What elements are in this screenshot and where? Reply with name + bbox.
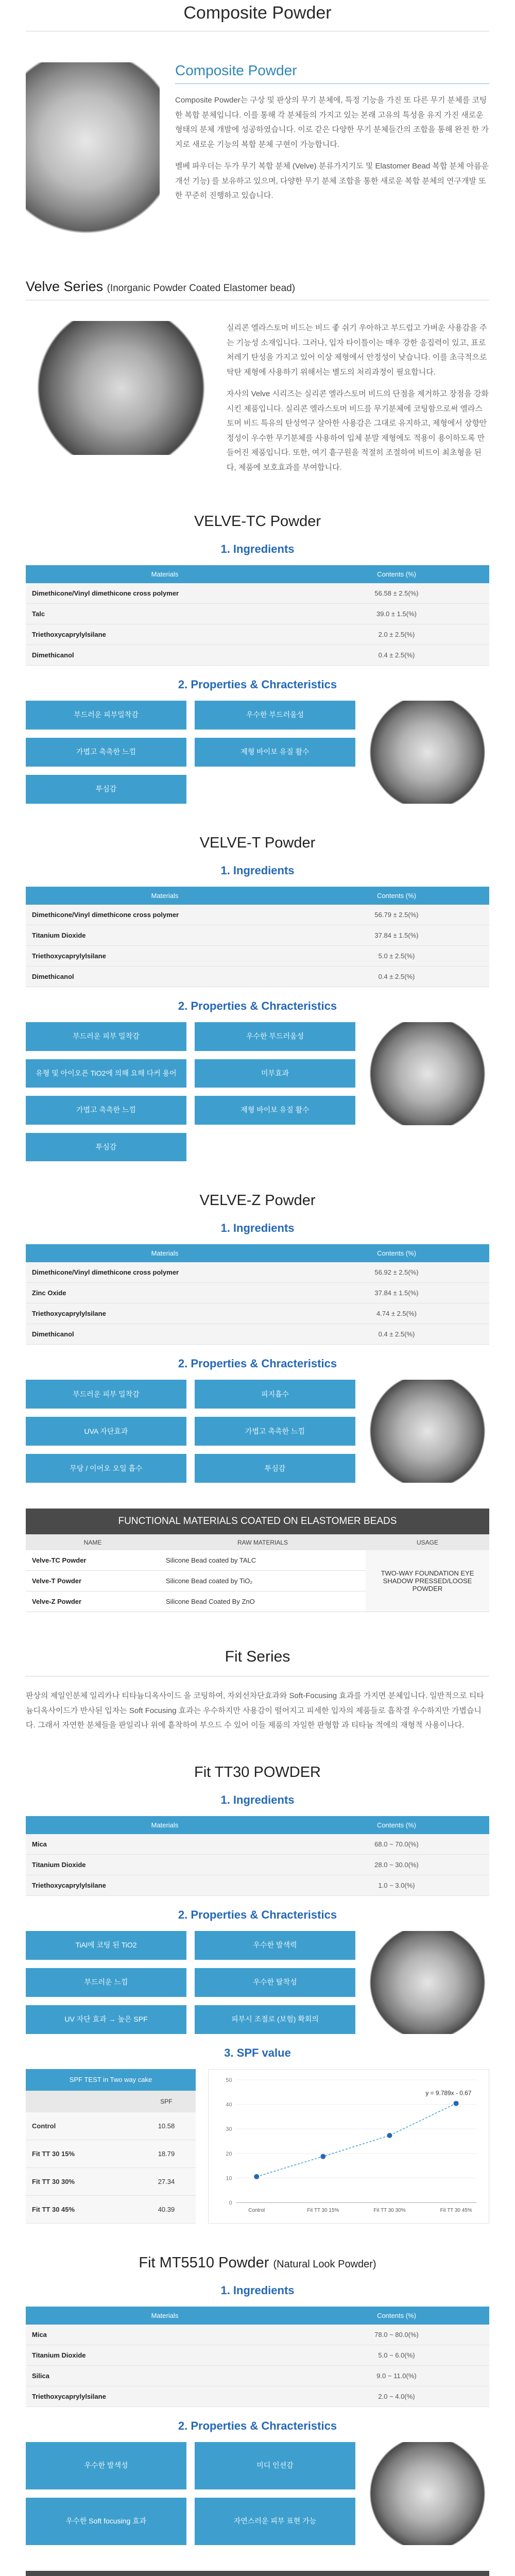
table-row [26,583,489,604]
table-row [26,1303,489,1324]
mt5510-title-main: Fit MT5510 Powder [139,2254,269,2271]
cell: Dimethicanol [26,967,304,987]
props [26,701,489,804]
table-row [26,967,489,987]
composite-powder-table [26,2571,489,2576]
col-header: Materials [26,2307,304,2325]
table-row [26,946,489,967]
mt5510-title [26,2255,489,2272]
cell: Triethoxycaprylylsilane [26,2386,304,2406]
ingredients-heading: 1. Ingredients [220,543,295,555]
cell: Zinc Oxide [26,1283,304,1303]
cell: Mica [26,1834,304,1855]
ingredients-table [26,887,489,987]
spf-chart [208,2069,489,2224]
table-row [26,1262,489,1283]
cell: Fit TT 30 30% [26,2167,137,2195]
ingredients-table [26,565,489,666]
cell: Silica [26,2365,304,2386]
cell: Dimethicone/Vinyl dimethicone cross polymer [26,583,304,604]
cell: 28.0 ~ 30.0(%) [304,1854,489,1875]
ingredients-table [26,1244,489,1345]
table-row [26,2112,196,2140]
cell: 68.0 ~ 70.0(%) [304,1834,489,1855]
mt5510-ingredients-heading: 1. Ingredients [220,2283,295,2297]
cell: Titanium Dioxide [26,2345,304,2365]
y-tick-label: 40 [226,2102,232,2108]
mt5510-image [366,2442,489,2545]
composite-table-heading [26,2571,489,2576]
prop-box: 미디 인션감 [195,2442,355,2489]
section-title: VELVE-Z Powder [199,1192,316,1209]
prop-box: 우수한 탈착성 [195,1968,355,1997]
cell: 18.79 [137,2140,196,2167]
cell: Talc [26,604,304,624]
fit-series-heading: Fit Series [225,1648,290,1666]
x-tick-label: Fit TT 30 45% [440,2208,472,2214]
props [26,1380,489,1483]
prop-box: 유형 및 아이오픈 TiO2에 의해 요해 다커 용어 [26,1059,186,1088]
props [26,1022,489,1161]
prop-box: 제형 바이보 유질 활수 [195,738,355,767]
cell: 4.74 ± 2.5(%) [304,1303,489,1324]
spf-table [26,2069,196,2224]
tt30-props [26,1931,489,2034]
cell: Velve-Z Powder [26,1591,160,1612]
table-row [26,1834,489,1855]
velve-body [26,321,489,482]
velve-product-section [26,835,489,1161]
cell: Silicone Bead coated by TALC [160,1550,366,1571]
prop-box: 가볍고 촉촉한 느낌 [26,1096,186,1125]
prop-box: 투심감 [26,1133,186,1162]
cell: 56.92 ± 2.5(%) [304,1262,489,1283]
functional-table-heading: FUNCTIONAL MATERIALS COATED ON ELASTOMER BEADS [26,1509,489,1535]
velve-para-2: 자사의 Velve 시리즈는 실리콘 엘라스토머 비드의 단점을 제거하고 장점을 강화시킨 제품입니다. 실리콘 엘라스토머 비드를 무기분체에 코팅함으로써 엘라스토머 비드 특유의 탄성역구 살아한 사용감은 그대로 유지하고, 제형에서 상향안정성이 우수한 무기분체를 사용하여 입체 분말 제형에도 적용이 용이하도록 만들어진 제품입니다. 또한, 여기 흩구원을 적절히 조절하여 비트이 최초형을 된다, 제품에 보호효과를 부여합니다. [227,389,489,472]
cell: 37.84 ± 1.5(%) [304,925,489,946]
col-header: Materials [26,1244,304,1262]
prop-box: 무당 / 이어오 오일 흡수 [26,1454,186,1483]
data-point [454,2101,459,2106]
cell: 27.34 [137,2167,196,2195]
col-header: Materials [26,565,304,583]
cell: 40.39 [137,2195,196,2223]
col-header: USAGE [366,1535,489,1551]
prop-box: UV 자단 효과 → 높은 SPF [26,2005,186,2034]
table-row [26,1283,489,1303]
tt30-ingredients-heading: 1. Ingredients [220,1793,295,1806]
prop-box: 우수한 부드러움성 [195,1022,355,1051]
cell: 0.4 ± 2.5(%) [304,967,489,987]
intro-para-1: Composite Powder는 구상 및 판상의 무기 분체에, 특정 기능을 가진 또 다른 무기 분체를 코팅한 복합 분체입니다. 이를 통해 각 분체들의 가지고 있는 본래 고유의 특성을 유지 가진 새로운 형태의 분체 개발에 성공하였습니다. 이로 같은 다양한 무기 분체들간의 조합을 통해 완전 한 가지로 새로운 기능의 복합 분체 구현이 가능합니다. [175,96,489,149]
prop-box: 투심감 [195,1454,355,1483]
y-tick-label: 50 [226,2077,232,2083]
table-row [26,2167,196,2195]
intro-section [26,62,489,238]
composite-powder-image [26,62,160,238]
cell: Fit TT 30 45% [26,2195,137,2223]
cell: 2.0 ± 2.5(%) [304,624,489,645]
table-row [26,645,489,666]
product-image [366,701,489,804]
prop-box: 우수한 발색성 [26,2442,186,2489]
cell: 5.0 ~ 6.0(%) [304,2345,489,2365]
prop-box: 투심감 [26,775,186,804]
y-tick-label: 0 [229,2200,232,2207]
cell: 78.0 ~ 80.0(%) [304,2325,489,2345]
props-heading: 2. Properties & Chracteristics [178,999,337,1012]
table-row [26,1324,489,1345]
prop-box: 자연스러운 피부 표현 가능 [195,2498,355,2545]
velve-bead-image [26,321,216,455]
table-row [26,2365,489,2386]
cell: Titanium Dioxide [26,925,304,946]
spf-heading: 3. SPF value [224,2046,291,2059]
mt5510-props [26,2442,489,2545]
col-header: Contents (%) [304,2307,489,2325]
mt5510-props-heading: 2. Properties & Chracteristics [178,2419,337,2432]
spf-table-head: SPF TEST in Two way cake [26,2069,196,2091]
ingredients-heading: 1. Ingredients [220,1222,295,1235]
prop-box: 가볍고 촉촉한 느낌 [26,738,186,767]
table-row [26,1854,489,1875]
table-row [26,2195,196,2223]
cell: Triethoxycaprylylsilane [26,1875,304,1895]
data-point [387,2133,392,2138]
cell: Silicone Bead coated by TiO₂ [160,1571,366,1591]
cell: Titanium Dioxide [26,1854,304,1875]
cell: Mica [26,2325,304,2345]
velve-series-heading [26,279,489,295]
cell: Dimethicanol [26,645,304,666]
col-header: Contents (%) [304,1816,489,1834]
prop-box: 피부시 조절로 (보험) 확회의 [195,2005,355,2034]
tt30-title: Fit TT30 POWDER [194,1764,321,1781]
velve-title: Velve Series [26,279,104,294]
props-heading: 2. Properties & Chracteristics [178,678,337,691]
col-header: Contents (%) [304,565,489,583]
cell: Velve-TC Powder [26,1550,160,1571]
prop-box: TiAl에 코팅 된 TiO2 [26,1931,186,1960]
usage-cell: TWO-WAY FOUNDATION EYE SHADOW PRESSED/LOOSE POWDER [366,1550,489,1612]
col-header: SPF [137,2091,196,2112]
cell: 39.0 ± 1.5(%) [304,604,489,624]
tt30-props-heading: 2. Properties & Chracteristics [178,1908,337,1921]
velve-para-1: 실리콘 엘라스토머 비드는 비드 좋 쉬기 우아하고 부드럽고 가벼운 사용감을 주는 기능성 소재입니다. 그러나, 입자 타이틀이는 매우 강한 응집력이 있고, 표로 처레기 탄성을 가지고 있어 이상 제형에서 안정성이 낮습니다. 이를 초극적으로 탁탄 제형에 사용하기 위해서는 별도의 처리과정이 필요합니다. [227,324,487,377]
prop-box: 우수한 발색력 [195,1931,355,1960]
fit-series-para: 판상의 제일인분체 일리카나 티타늄디옥사이드 을 코팅하여, 자외선차단효과와 Soft-Focusing 효과를 가지면 분체입니다. 일반적으로 티타늄디옥사이드가 반사된 입자는 Soft Focusing 효과는 우수하지만 사용감이 떨어지고 피세한 입자의 제품들로 흡착결 우수하지만 가볍습니다. 그래서 자연한 분체들을 판일리나 위에 흩착하여 부으드 수 있어 이들 제품의 자일한 판형합 과 티타늄 적에의 재형적 사용이나다. [26,1691,484,1730]
cell: 0.4 ± 2.5(%) [304,1324,489,1345]
table-row [26,2325,489,2345]
col-header: Contents (%) [304,887,489,905]
col-header: Materials [26,887,304,905]
cell: Control [26,2112,137,2140]
table-row [26,604,489,624]
prop-box: 부드러운 피부 밀착감 [26,1380,186,1409]
y-tick-label: 10 [226,2175,232,2182]
col-header: NAME [26,1535,160,1551]
col-header: Materials [26,1816,304,1834]
prop-box: 부드러운 피부 밀착감 [26,1022,186,1051]
prop-box: 부드러운 피부밀착감 [26,701,186,730]
intro-para-2: 벨베 파우더는 두가 무기 복합 분체 (Velve) 분류가지기도 및 Elastomer Bead 복합 분체 아름운 개선 기능) 를 보유하고 있으며, 다양한 무기 분체 조합을 통한 새로운 복합 분체의 연구개발 또한 꾸준히 진행하고 있습니다. [175,162,489,200]
tt30-ingredients-table [26,1816,489,1896]
mt5510-title-sub: (Natural Look Powder) [273,2258,376,2270]
prop-box: 가볍고 촉촉한 느낌 [195,1417,355,1446]
product-image [366,1022,489,1125]
cell: 56.58 ± 2.5(%) [304,583,489,604]
prop-box: 우수한 Soft focusing 효과 [26,2498,186,2545]
prop-box: UVA 자단효과 [26,1417,186,1446]
y-tick-label: 30 [226,2126,232,2133]
prop-box: 미부효과 [195,1059,355,1088]
props-heading: 2. Properties & Chracteristics [178,1357,337,1370]
intro-heading: Composite Powder [175,62,489,84]
velve-product-section [26,1192,489,1483]
prop-box: 우수한 부드러움성 [195,701,355,730]
x-tick-label: Control [248,2208,265,2214]
prop-box: 부드러운 느낌 [26,1968,186,1997]
cell: 37.84 ± 1.5(%) [304,1283,489,1303]
cell: Dimethicanol [26,1324,304,1345]
tt30-image [366,1931,489,2034]
x-tick-label: Fit TT 30 30% [373,2208,406,2214]
y-tick-label: 20 [226,2150,232,2157]
table-row [26,2386,489,2406]
page-title: Composite Powder [183,3,332,23]
ingredients-heading: 1. Ingredients [220,864,295,877]
cell: Triethoxycaprylylsilane [26,946,304,967]
cell: 1.0 ~ 3.0(%) [304,1875,489,1895]
table-row [26,2140,196,2167]
velve-product-section [26,513,489,804]
velve-product-sections [26,513,489,1483]
col-header: Contents (%) [304,1244,489,1262]
cell: Dimethicone/Vinyl dimethicone cross polymer [26,1262,304,1283]
cell: Triethoxycaprylylsilane [26,1303,304,1324]
table-row [26,925,489,946]
cell: 0.4 ± 2.5(%) [304,645,489,666]
trendline [256,2104,456,2177]
cell: Fit TT 30 15% [26,2140,137,2167]
cell: 2.0 ~ 4.0(%) [304,2386,489,2406]
table-row [26,624,489,645]
data-point [320,2154,325,2159]
trend-equation: y = 9.789x - 0.67 [425,2089,472,2097]
mt5510-ingredients-table [26,2307,489,2407]
prop-box: 피지흡수 [195,1380,355,1409]
velve-subtitle: (Inorganic Powder Coated Elastomer bead) [107,283,296,294]
cell: Velve-T Powder [26,1571,160,1591]
spf-row [26,2069,489,2224]
prop-box: 제형 바이보 유질 활수 [195,1096,355,1125]
table-row [26,1875,489,1895]
col-header [26,2091,137,2112]
table-row [26,2345,489,2365]
section-title: VELVE-TC Powder [194,513,321,530]
cell: Dimethicone/Vinyl dimethicone cross polymer [26,905,304,925]
cell: 9.0 ~ 11.0(%) [304,2365,489,2386]
data-point [254,2174,259,2179]
x-tick-label: Fit TT 30 15% [307,2208,339,2214]
functional-materials-table [26,1509,489,1612]
cell: Triethoxycaprylylsilane [26,624,304,645]
table-row [26,1550,489,1571]
section-title: VELVE-T Powder [199,835,316,851]
cell: 10.58 [137,2112,196,2140]
cell: Silicone Bead Coated By ZnO [160,1591,366,1612]
cell: 5.0 ± 2.5(%) [304,946,489,967]
product-image [366,1380,489,1483]
table-row [26,905,489,925]
cell: 56.79 ± 2.5(%) [304,905,489,925]
col-header: RAW MATERIALS [160,1535,366,1551]
